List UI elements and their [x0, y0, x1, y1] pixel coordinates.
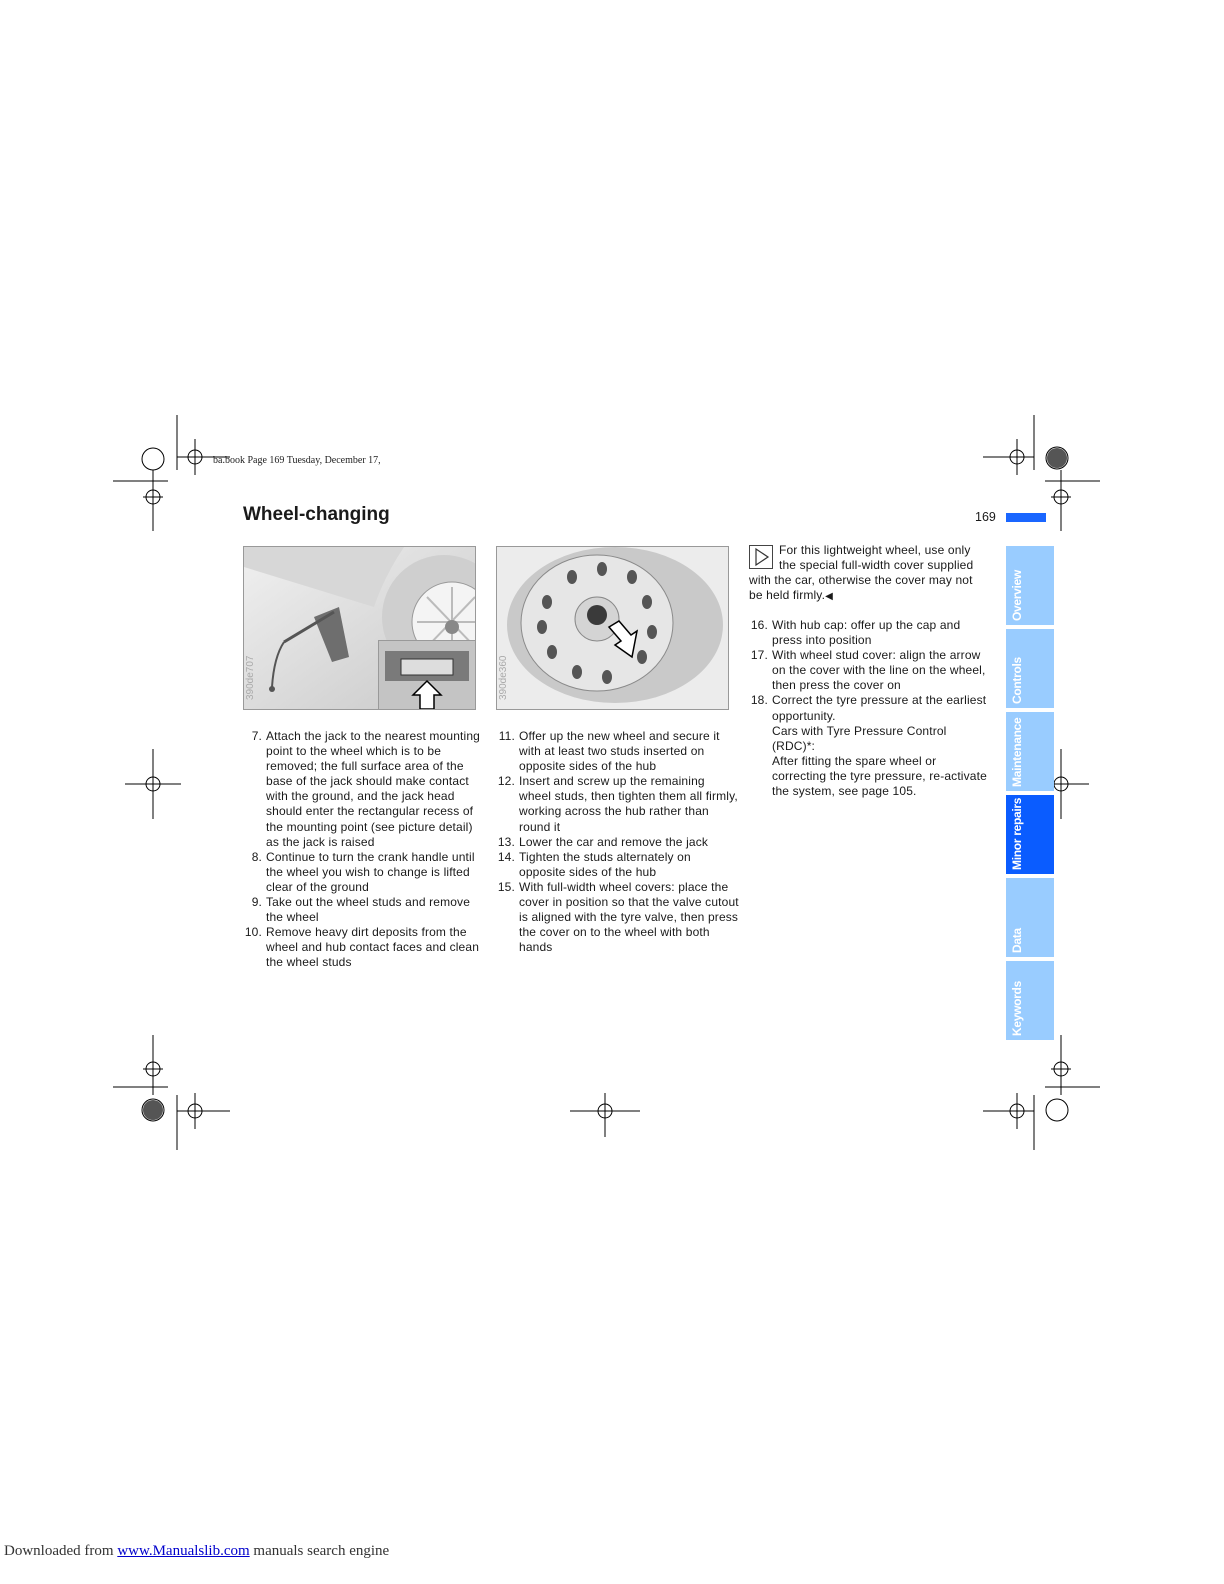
list-item: 9. Take out the wheel studs and remove the wheel	[251, 895, 471, 925]
rdc-heading: Cars with Tyre Pressure Control (RDC)*:	[772, 723, 947, 753]
list-item: 8. Continue to turn the crank handle until the wheel you wish to change is lifted clear of the ground	[251, 849, 475, 894]
list-item: 15. With full-width wheel covers: place the cover in position so that the valve cutout is aligned with the tyre valve, then press the cover on to the wheel with both hands	[497, 879, 739, 955]
tab-keywords[interactable]: Keywords	[1006, 961, 1054, 1040]
download-footer	[4, 1543, 389, 1560]
manualslib-link[interactable]: www.Manualslib.com	[117, 1543, 250, 1559]
steps-list-2	[495, 729, 739, 955]
list-item: 17. With wheel stud cover: align the arrow on the cover with the line on the wheel, then press the cover on	[750, 648, 986, 693]
print-info: ba.book Page 169 Tuesday, December 17,	[213, 455, 381, 466]
page-number-bar	[1006, 513, 1046, 522]
steps-list-1	[242, 729, 484, 971]
image-code: 390de360	[498, 655, 509, 700]
list-item: 10. Remove heavy dirt deposits from the wheel and hub contact faces and clean the wheel studs	[244, 925, 480, 970]
note-end-mark: ◀	[825, 591, 833, 603]
image-code: 390de707	[245, 655, 256, 700]
steps-list-3	[748, 618, 990, 799]
section-tabs	[1006, 546, 1054, 1044]
page-title: Wheel-changing	[243, 504, 390, 525]
tab-controls[interactable]: Controls	[1006, 629, 1054, 708]
list-item: 14. Tighten the studs alternately on opposite sides of the hub	[497, 849, 691, 879]
rdc-text: After fitting the spare wheel or correcting the tyre pressure, re-activate the system, see page 105.	[772, 753, 987, 799]
footer-suffix: manuals search engine	[249, 1543, 390, 1559]
list-item: 16. With hub cap: offer up the cap and press into position	[750, 618, 961, 648]
list-item: 18. Correct the tyre pressure at the earliest opportunity. Cars with Tyre Pressure Control (RDC)*: After fitting the spare wheel or correcting the tyre pressure, re-activate the system, see page 105.	[748, 693, 990, 799]
list-item: 11. Offer up the new wheel and secure it with at least two studs inserted on opposite sides of the hub	[498, 729, 720, 774]
page-number: 169	[975, 510, 996, 524]
note-text: For this lightweight wheel, use only the special full-width cover supplied with the car, otherwise the cover may not be held firmly.	[749, 543, 974, 603]
wheel-cover-illustration	[496, 546, 729, 710]
note-box	[749, 543, 989, 604]
tab-overview[interactable]: Overview	[1006, 546, 1054, 625]
jack-detail-inset	[378, 640, 476, 710]
tab-minor-repairs[interactable]: Minor repairs	[1006, 795, 1054, 874]
tab-maintenance[interactable]: Maintenance	[1006, 712, 1054, 791]
list-item: 13. Lower the car and remove the jack	[497, 834, 709, 849]
list-item: 12. Insert and screw up the remaining wheel studs, then tighten them all firmly, working across the hub rather than round it	[497, 774, 738, 834]
list-item: 7. Attach the jack to the nearest mounting point to the wheel which is to be removed; the full surface area of the base of the jack should make contact with the ground, and the jack head should enter the rectangular recess of the mounting point (see picture detail) as the jack is raised	[251, 729, 480, 849]
tab-data[interactable]: Data	[1006, 878, 1054, 957]
footer-prefix: Downloaded from	[4, 1543, 118, 1559]
note-triangle-icon	[749, 545, 773, 569]
